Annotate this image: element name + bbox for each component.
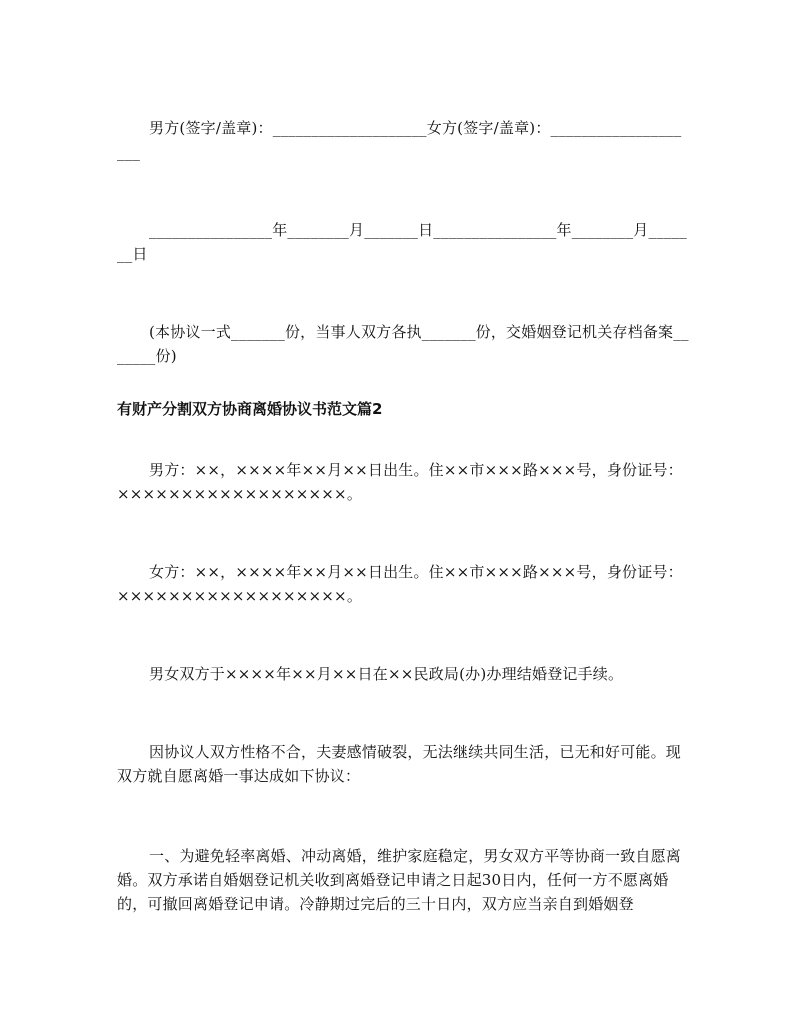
reason-paragraph: 因协议人双方性格不合，夫妻感情破裂，无法继续共同生活，已无和好可能。现双方就自愿离婚一事达成如下协议： bbox=[117, 743, 682, 785]
clause-1-paragraph: 一、为避免轻率离婚、冲动离婚，维护家庭稳定，男女双方平等协商一致自愿离婚。双方承诺自婚姻登记机关收到离婚登记申请之日起30日内，任何一方不愿离婚的，可撤回离婚登记申请。冷静期过完后的三十日内，双方应当亲自到婚姻登 bbox=[117, 847, 682, 913]
section-title: 有财产分割双方协商离婚协议书范文篇2 bbox=[117, 400, 383, 418]
date-line: ________________年________月_______日________________年________月_______日 bbox=[117, 221, 688, 263]
signature-line: 男方(签字/盖章)：____________________女方(签字/盖章)：____________________ bbox=[117, 119, 682, 161]
marriage-registration-paragraph: 男女双方于××××年××月××日在××民政局(办)办理结婚登记手续。 bbox=[149, 665, 624, 683]
female-party-paragraph: 女方：××，××××年××月××日出生。住××市×××路×××号，身份证号：××××××××××××××××××。 bbox=[117, 563, 683, 605]
male-party-paragraph: 男方：××，××××年××月××日出生。住××市×××路×××号，身份证号：××××××××××××××××××。 bbox=[117, 461, 683, 503]
copies-note: (本协议一式_______份，当事人双方各执_______份，交婚姻登记机关存档备案_______份) bbox=[117, 323, 689, 365]
